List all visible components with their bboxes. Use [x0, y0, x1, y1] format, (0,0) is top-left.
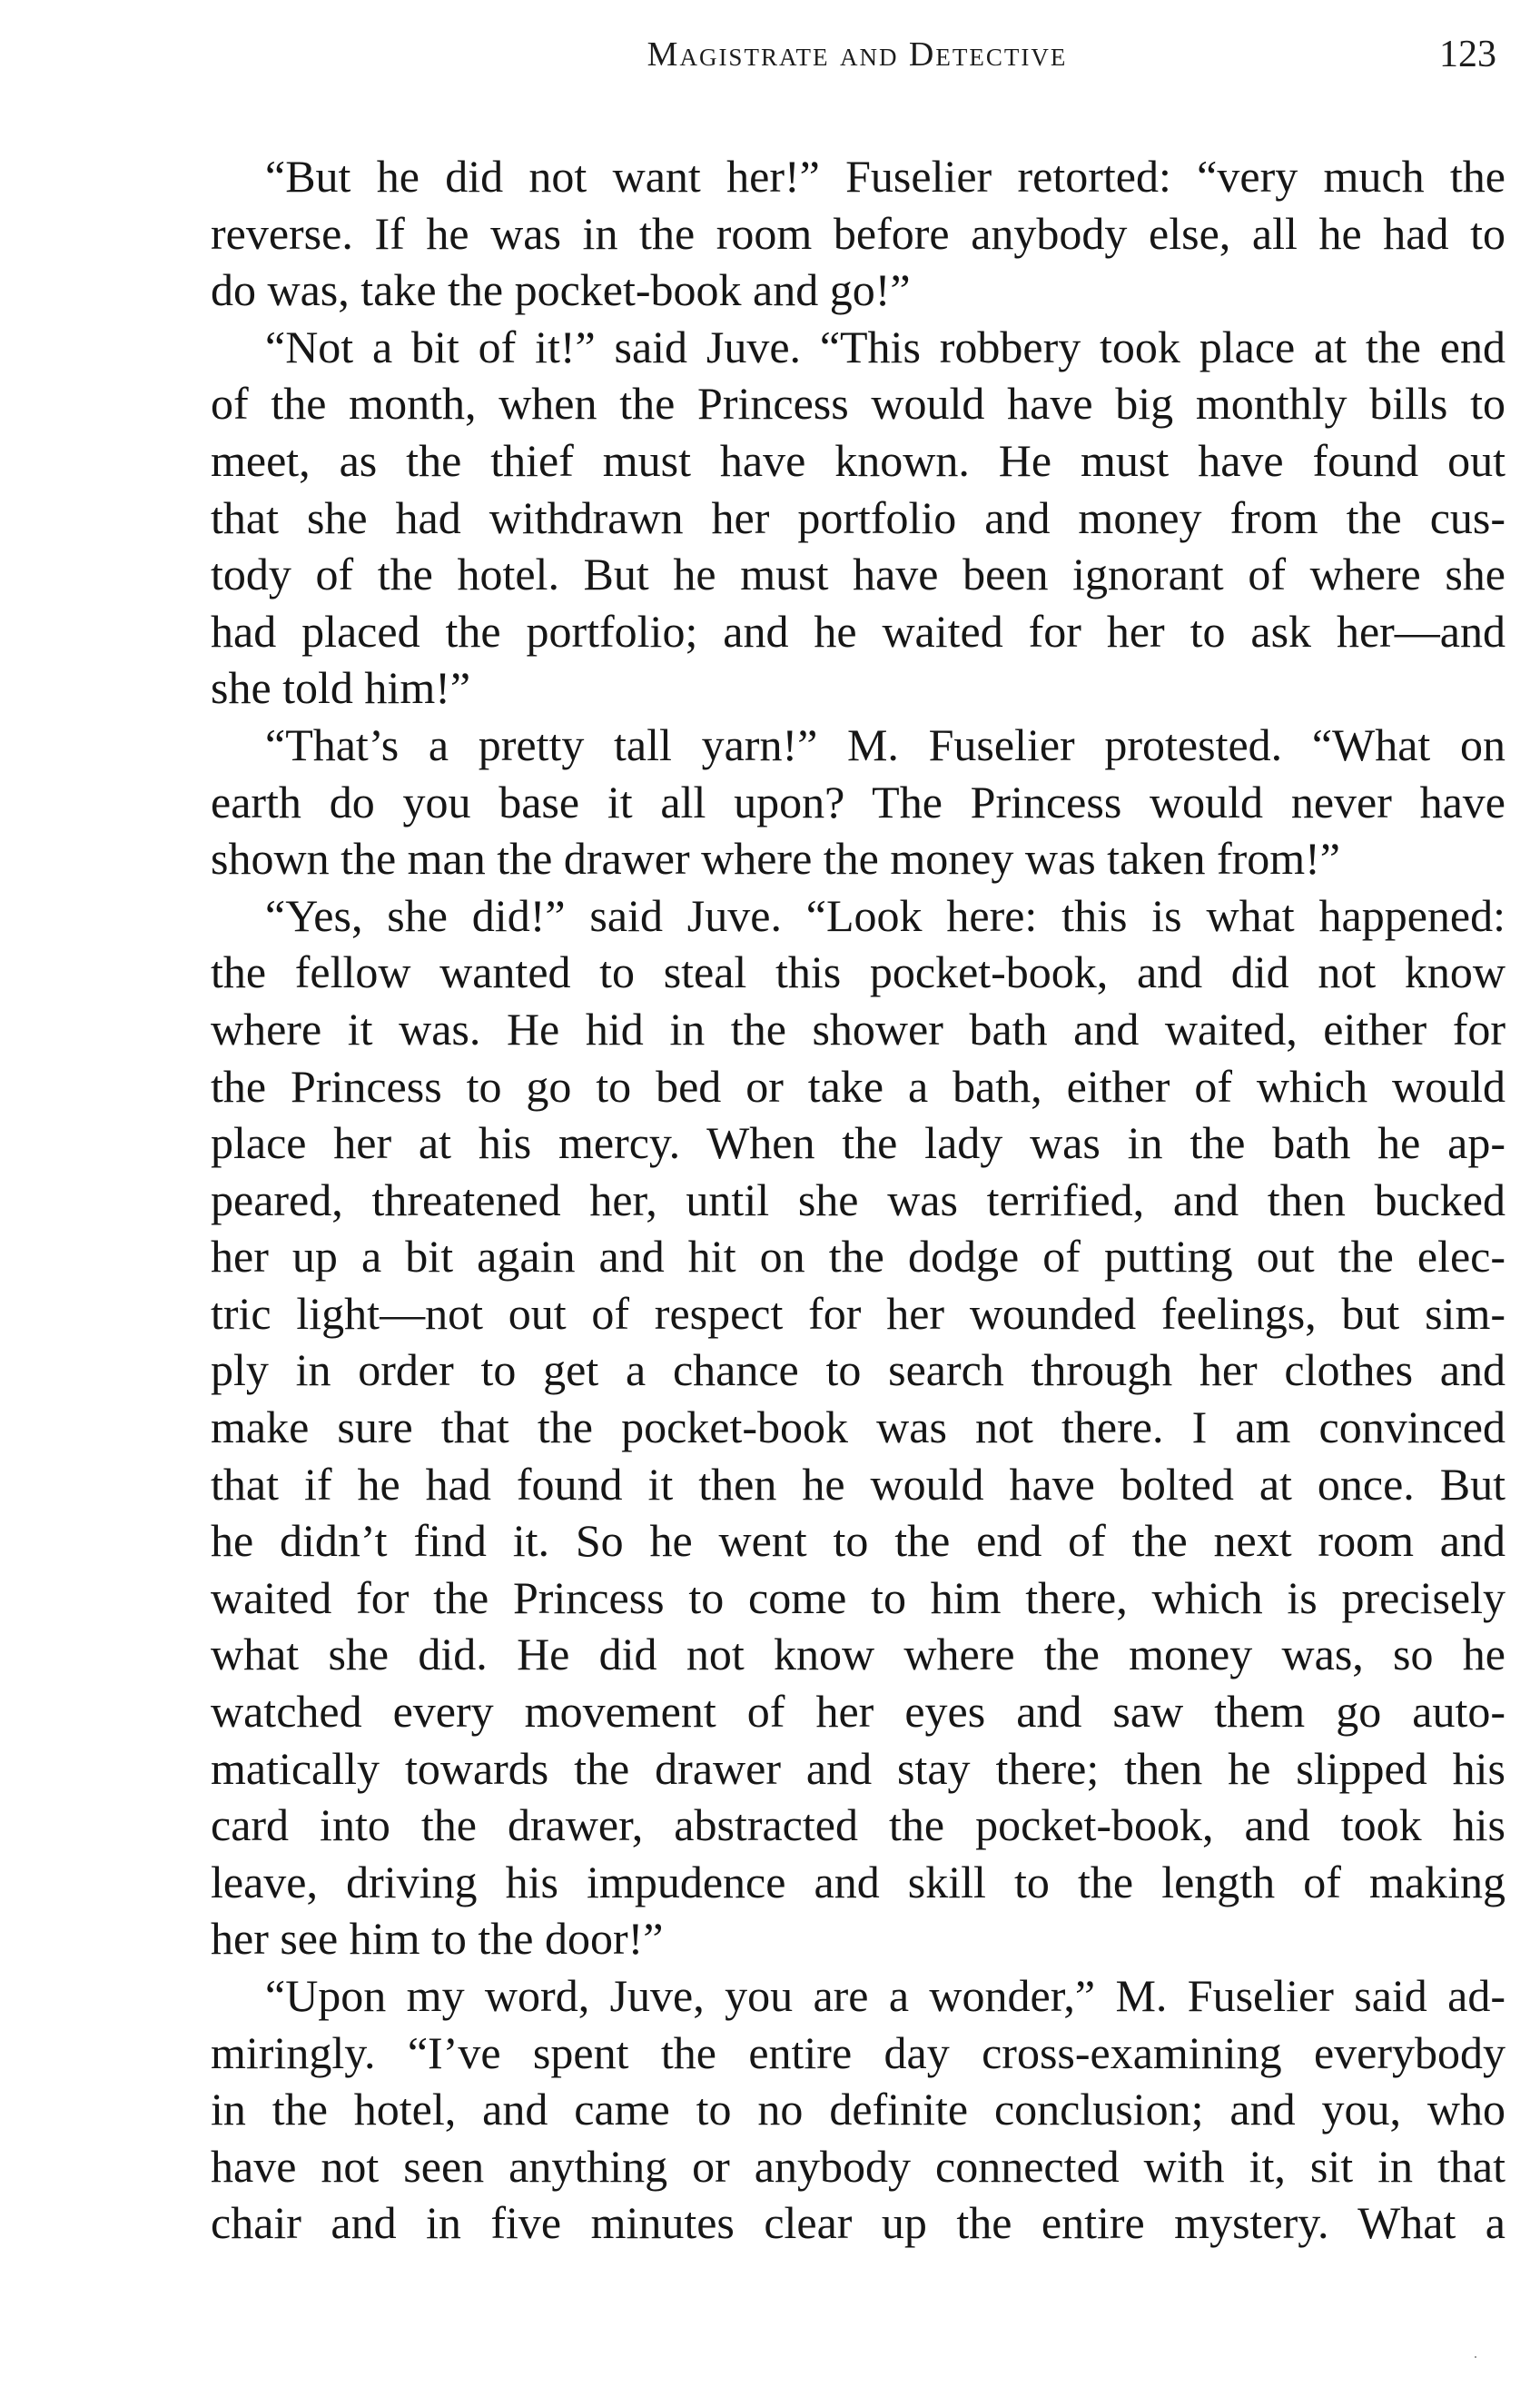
text-line: the Princess to go to bed or take a bath, either of which would: [211, 1060, 1505, 1112]
text-line: tody of the hotel. But he must have been ignorant of where she: [211, 549, 1505, 600]
text-line: shown the man the drawer where the money was taken from!”: [211, 833, 1340, 885]
text-line: had placed the portfolio; and he waited for her to ask her—and: [211, 605, 1505, 657]
text-line: where it was. He hid in the shower bath and waited, either for: [211, 1003, 1505, 1055]
text-line: card into the drawer, abstracted the pocket-book, and took his: [211, 1799, 1505, 1851]
text-line: of the month, when the Princess would have big monthly bills to: [211, 378, 1505, 430]
text-line: leave, driving his impudence and skill to the length of making: [211, 1856, 1505, 1907]
text-line: earth do you base it all upon? The Princess would never have: [211, 776, 1505, 827]
text-line: waited for the Princess to come to him there, which is precisely: [211, 1571, 1505, 1623]
page-header: [211, 31, 1504, 85]
text-line: watched every movement of her eyes and saw them go auto-: [211, 1686, 1505, 1738]
text-line: what she did. He did not know where the money was, so he: [211, 1629, 1505, 1680]
text-line: that if he had found it then he would have bolted at once. But: [211, 1458, 1505, 1510]
text-line: make sure that the pocket-book was not there. I am convinced: [211, 1402, 1505, 1453]
text-line: place her at his mercy. When the lady was in the bath he ap-: [211, 1117, 1505, 1169]
text-line: matically towards the drawer and stay there; then he slipped his: [211, 1742, 1505, 1794]
text-line: she told him!”: [211, 662, 471, 714]
text-line: ply in order to get a chance to search through her clothes and: [211, 1344, 1505, 1396]
page-number: 123: [1439, 34, 1496, 75]
text-line: tric light—not out of respect for her wounded feelings, but sim-: [211, 1287, 1505, 1339]
text-line: do was, take the pocket-book and go!”: [211, 264, 911, 316]
text-line: “Not a bit of it!” said Juve. “This robbery took place at the end: [265, 321, 1505, 372]
text-line: the fellow wanted to steal this pocket-book, and did not know: [211, 946, 1505, 998]
body-text: [211, 148, 1505, 2252]
text-line: in the hotel, and came to no definite conclusion; and you, who: [211, 2084, 1505, 2135]
text-line: reverse. If he was in the room before anybody else, all he had to: [211, 207, 1505, 259]
running-head: Magistrate and Detective: [647, 35, 1068, 74]
text-line: chair and in five minutes clear up the entire mystery. What a: [211, 2197, 1505, 2249]
text-line: peared, threatened her, until she was terrified, and then bucked: [211, 1174, 1505, 1225]
text-line: “But he did not want her!” Fuselier retorted: “very much the: [265, 151, 1505, 202]
text-line: “That’s a pretty tall yarn!” M. Fuselier protested. “What on: [265, 718, 1505, 770]
text-line: meet, as the thief must have known. He must have found out: [211, 434, 1505, 486]
text-line: he didn’t find it. So he went to the end of the next room and: [211, 1515, 1505, 1567]
text-line: “Upon my word, Juve, you are a wonder,” M. Fuselier said ad-: [265, 1970, 1505, 2021]
text-line: her up a bit again and hit on the dodge of putting out the elec-: [211, 1231, 1505, 1283]
text-line: have not seen anything or anybody connected with it, sit in that: [211, 2140, 1505, 2192]
text-line: that she had withdrawn her portfolio and money from the cus-: [211, 491, 1505, 543]
text-line: miringly. “I’ve spent the entire day cross-examining everybody: [211, 2026, 1505, 2078]
text-line: her see him to the door!”: [211, 1913, 664, 1965]
scan-speck: [1475, 2356, 1476, 2358]
text-line: “Yes, she did!” said Juve. “Look here: this is what happened:: [265, 889, 1505, 941]
